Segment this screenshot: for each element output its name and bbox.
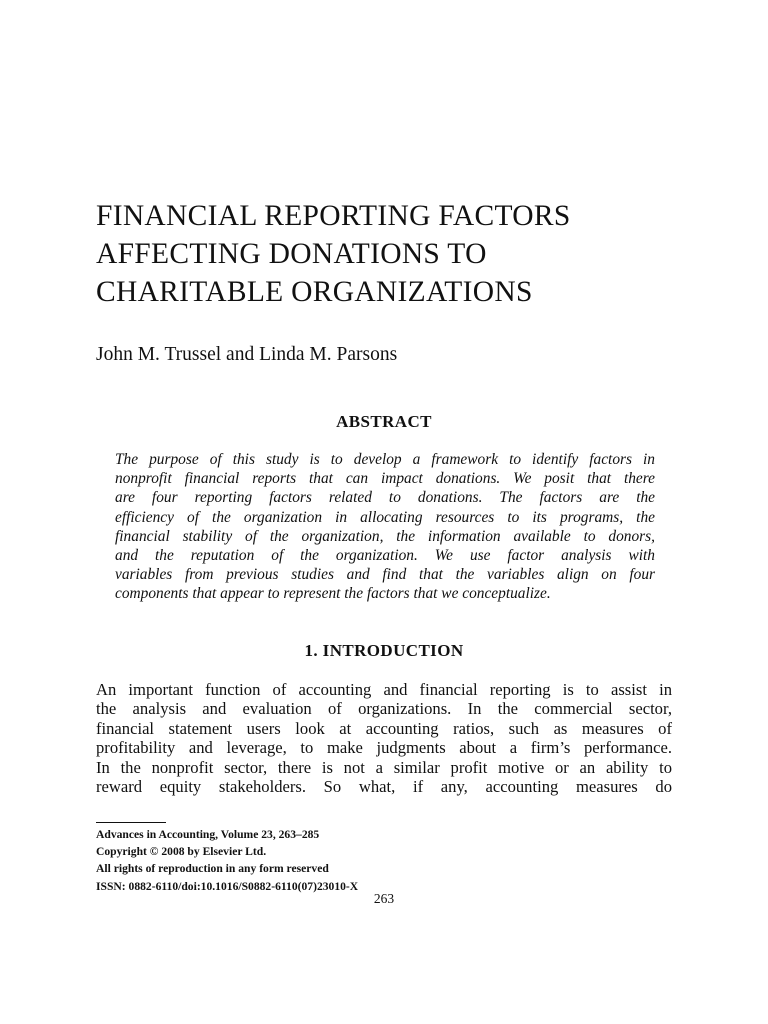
body-line: In the nonprofit sector, there is not a similar profit motive or an ability to xyxy=(96,757,672,777)
footnote-line: ISSN: 0882-6110/doi:10.1016/S0882-6110(07)23010-X xyxy=(96,879,359,893)
abstract-line: variables from previous studies and find that the variables align on four xyxy=(115,566,655,584)
page-number: 263 xyxy=(373,891,395,906)
abstract-line: The purpose of this study is to develop a framework to identify factors in xyxy=(115,451,655,468)
introduction-paragraph xyxy=(96,680,672,796)
body-line: An important function of accounting and financial reporting is to assist in xyxy=(96,680,672,699)
abstract-heading: ABSTRACT xyxy=(336,412,432,431)
body-line: reward equity stakeholders. So what, if any, accounting measures do xyxy=(96,776,672,796)
footnote-line: All rights of reproduction in any form reserved xyxy=(96,862,329,876)
footnote-line: Copyright © 2008 by Elsevier Ltd. xyxy=(96,845,267,859)
abstract-line: nonprofit financial reports that can impact donations. We posit that there xyxy=(115,470,655,488)
publication-footnote xyxy=(96,826,672,895)
abstract-line: are four reporting factors related to donations. The factors are the xyxy=(115,489,655,507)
article-title xyxy=(96,197,696,311)
section-heading-introduction: 1. INTRODUCTION xyxy=(304,641,464,660)
body-line: profitability and leverage, to make judgments about a firm’s performance. xyxy=(96,738,672,758)
abstract-line: components that appear to represent the factors that we conceptualize. xyxy=(115,585,551,603)
title-line: CHARITABLE ORGANIZATIONS xyxy=(96,276,533,308)
abstract-line: financial stability of the organization, the information available to donors, xyxy=(115,527,655,545)
article-authors: John M. Trussel and Linda M. Parsons xyxy=(96,344,398,365)
footnote-line: Advances in Accounting, Volume 23, 263–285 xyxy=(96,828,320,841)
title-line: AFFECTING DONATIONS TO xyxy=(96,238,487,270)
body-line: the analysis and evaluation of organizations. In the commercial sector, xyxy=(96,699,672,719)
title-line: FINANCIAL REPORTING FACTORS xyxy=(96,200,571,232)
abstract-text xyxy=(115,450,655,604)
footnote-divider xyxy=(96,822,166,823)
body-line: financial statement users look at accounting ratios, such as measures of xyxy=(96,718,672,738)
abstract-line: efficiency of the organization in allocating resources to its programs, the xyxy=(115,508,655,526)
abstract-line: and the reputation of the organization. We use factor analysis with xyxy=(115,546,655,564)
